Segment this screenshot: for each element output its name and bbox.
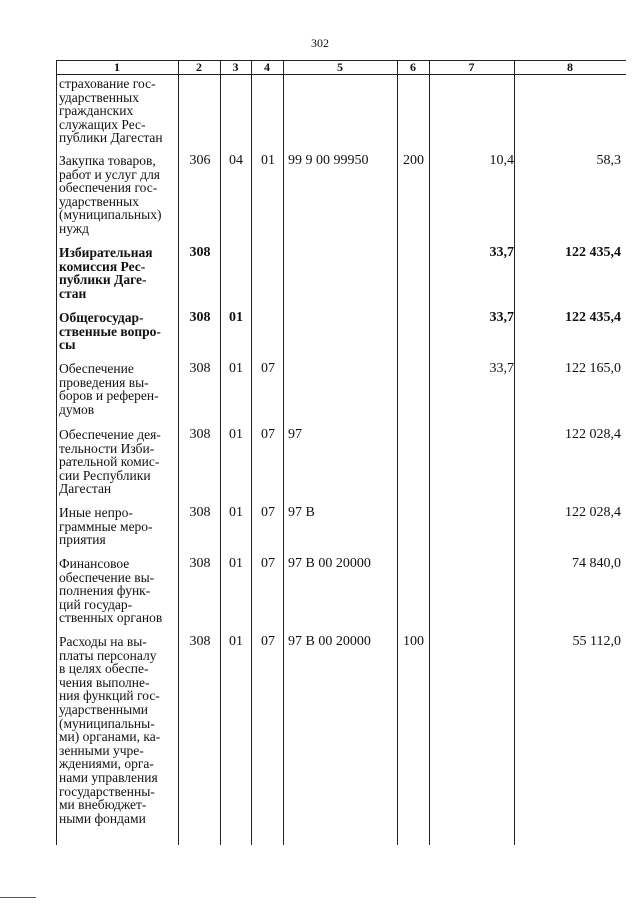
cell-section: 01 xyxy=(229,427,243,442)
cell-subsection: 07 xyxy=(261,556,275,571)
cell-ministry: 308 xyxy=(189,427,211,442)
row-name: Общегосудар- ственные вопро- сы xyxy=(59,310,161,353)
cell-amount-8: 122 165,0 xyxy=(565,361,621,376)
cell-ministry: 308 xyxy=(189,361,211,376)
column-divider xyxy=(514,60,515,845)
cell-ministry: 308 xyxy=(189,310,211,325)
cell-ministry: 308 xyxy=(189,556,211,571)
column-divider xyxy=(283,60,284,845)
row-name: Расходы на вы- платы персоналу в целях обеспе- чения выполне- ния функций гос- ударственными (муниципальны- ми) органами, ка- зенными учре- ждениями, орга- нами управления государственны- ми внебюджет- ными фондами xyxy=(59,634,161,826)
cell-target-article: 97 В 00 20000 xyxy=(288,556,371,571)
cell-section: 01 xyxy=(229,556,243,571)
column-divider xyxy=(56,60,57,845)
header-bottom-border xyxy=(56,74,626,75)
column-header-4: 4 xyxy=(264,60,270,74)
cell-target-article: 97 В 00 20000 xyxy=(288,634,371,649)
cell-amount-7: 33,7 xyxy=(489,361,514,376)
row-name: страхование гос- ударственных гражданских служащих Рес- публики Дагестан xyxy=(59,76,163,146)
column-header-3: 3 xyxy=(232,60,239,74)
cell-ministry: 306 xyxy=(189,153,211,168)
column-divider xyxy=(397,60,398,845)
cell-ministry: 308 xyxy=(189,505,211,520)
cell-target-article: 97 xyxy=(288,427,302,442)
cell-expense-type: 100 xyxy=(403,634,424,649)
cell-subsection: 07 xyxy=(261,634,275,649)
row-name: Закупка товаров, работ и услуг для обеспечения гос- ударственных (муниципальных) нужд xyxy=(59,153,162,236)
cell-expense-type: 200 xyxy=(403,153,424,168)
cell-amount-7: 33,7 xyxy=(489,310,514,325)
cell-amount-7: 33,7 xyxy=(489,245,514,260)
page-number: 302 xyxy=(311,36,329,50)
cell-section: 01 xyxy=(229,505,243,520)
cell-target-article: 97 В xyxy=(288,505,315,520)
column-divider xyxy=(429,60,430,845)
cell-amount-8: 74 840,0 xyxy=(572,556,621,571)
column-header-1: 1 xyxy=(114,60,120,74)
cell-amount-8: 58,3 xyxy=(596,153,621,168)
column-header-6: 6 xyxy=(410,60,416,74)
cell-subsection: 07 xyxy=(261,505,275,520)
page-edge-mark xyxy=(0,897,36,898)
column-header-5: 5 xyxy=(337,60,343,74)
row-name: Финансовое обеспечение вы- полнения функ- ций государ- ственных органов xyxy=(59,556,163,626)
column-divider xyxy=(220,60,221,845)
cell-amount-8: 122 028,4 xyxy=(565,505,621,520)
cell-amount-8: 122 435,4 xyxy=(565,310,621,325)
cell-ministry: 308 xyxy=(189,245,211,260)
column-divider xyxy=(251,60,252,845)
cell-target-article: 99 9 00 99950 xyxy=(288,153,369,168)
cell-section: 01 xyxy=(229,361,243,376)
column-header-8: 8 xyxy=(567,60,573,74)
cell-amount-7: 10,4 xyxy=(489,153,514,168)
cell-subsection: 07 xyxy=(261,361,275,376)
row-name: Иные непро- граммные меро- приятия xyxy=(59,505,153,548)
cell-amount-8: 122 435,4 xyxy=(565,245,621,260)
cell-subsection: 07 xyxy=(261,427,275,442)
column-divider xyxy=(178,60,179,845)
cell-section: 01 xyxy=(229,634,243,649)
cell-subsection: 01 xyxy=(261,153,275,168)
row-name: Избирательная комиссия Рес- публики Даге- стан xyxy=(59,245,153,301)
cell-amount-8: 55 112,0 xyxy=(572,634,621,649)
row-name: Обеспечение проведения вы- боров и референ- думов xyxy=(59,361,159,417)
column-header-2: 2 xyxy=(196,60,202,74)
cell-amount-8: 122 028,4 xyxy=(565,427,621,442)
cell-section: 04 xyxy=(229,153,243,168)
cell-ministry: 308 xyxy=(189,634,211,649)
row-name: Обеспечение дея- тельности Изби- рательной комис- сии Республики Дагестан xyxy=(59,427,161,497)
column-header-7: 7 xyxy=(468,60,475,74)
cell-section: 01 xyxy=(229,310,243,325)
